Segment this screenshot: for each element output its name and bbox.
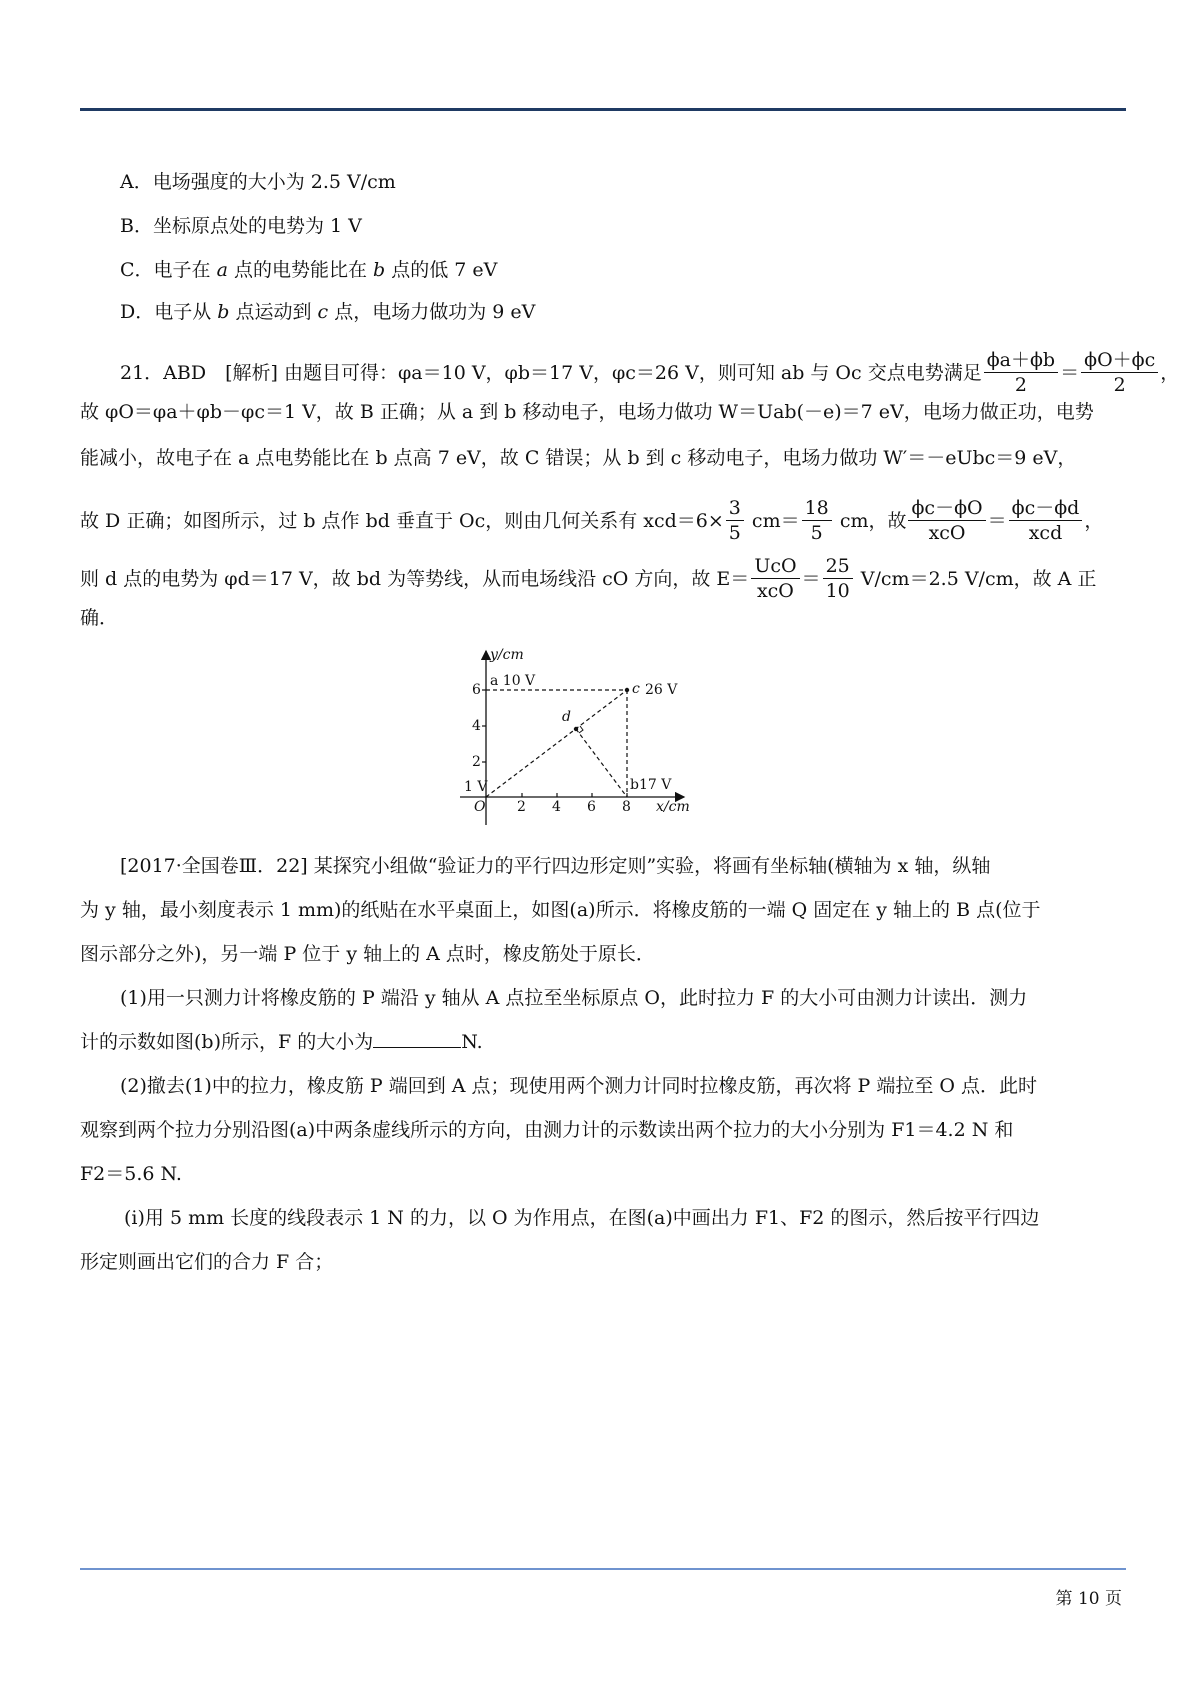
fraction: $\frac{\phi c-\phi O}{\text{xcO}}$	[908, 496, 985, 545]
y-tick-2: 2	[472, 754, 481, 770]
point-b-label: b17 V	[630, 777, 672, 793]
fraction: $\frac{\phi c-\phi d}{\text{xcd}}$	[1009, 496, 1083, 545]
fraction: $\frac{\text{UcO}}{\text{xcO}}$	[751, 554, 799, 603]
fraction: $\frac{\phi a+\phi b}{2}$	[984, 348, 1058, 397]
y-tick-4: 4	[472, 718, 481, 734]
fraction: $\frac{\phi O+\phi c}{2}$	[1081, 348, 1158, 397]
problem-line-1: [2017·全国卷Ⅲ．22] 某探究小组做“验证力的平行四边形定则”实验，将画有坐标轴(横轴为 x 轴，纵轴	[120, 855, 991, 877]
solution-line-4: 故 D 正确；如图所示，过 b 点作 bd 垂直于 Oc，则由几何关系有 xcd＝6× $\frac{3}{5}$ cm＝ $\frac{18}{5}$ cm，故 $\frac{\phi c-\phi O}{\text{xcO}}$ ＝ $\frac{\phi c-\phi d}{\text{xcd}}$ ，	[80, 497, 1104, 544]
problem-part2i-line-1: (ⅰ)用 5 mm 长度的线段表示 1 N 的力，以 O 为作用点，在图(a)中画出力 F1、F2 的图示，然后按平行四边	[124, 1207, 1040, 1229]
fraction: $\frac{3}{5}$	[726, 496, 744, 545]
figure	[452, 645, 712, 830]
solution-line-2: 故 φO＝φa＋φb－φc＝1 V，故 B 正确；从 a 到 b 移动电子，电场力做功 W＝Uab(－e)＝7 eV，电场力做正功，电势	[80, 401, 1094, 423]
solution-line-1: 21．ABD [解析] 由题目可得：φa＝10 V，φb＝17 V，φc＝26 V，则可知 ab 与 Oc 交点电势满足 $\frac{\phi a+\phi b}{2}$ ＝ $\frac{\phi O+\phi c}{2}$ ，	[120, 349, 1180, 396]
dashed-b-d	[576, 729, 627, 797]
point-d-label: d	[562, 709, 571, 725]
option-b: B．坐标原点处的电势为 1 V	[120, 215, 362, 237]
point-c-value: 26 V	[645, 682, 678, 698]
solution-line-3: 能减小，故电子在 a 点电势能比在 b 点高 7 eV，故 C 错误；从 b 到 c 移动电子，电场力做功 W′＝－eUbc＝9 eV，	[80, 447, 1077, 469]
problem-part1-line-1: (1)用一只测力计将橡皮筋的 P 端沿 y 轴从 A 点拉至坐标原点 O，此时拉力 F 的大小可由测力计读出．测力	[120, 987, 1028, 1009]
problem-line-2: 为 y 轴，最小刻度表示 1 mm)的纸贴在水平桌面上，如图(a)所示．将橡皮筋的一端 Q 固定在 y 轴上的 B 点(位于	[80, 899, 1041, 921]
problem-part2-line-1: (2)撤去(1)中的拉力，橡皮筋 P 端回到 A 点；现使用两个测力计同时拉橡皮筋，再次将 P 端拉至 O 点．此时	[120, 1075, 1038, 1097]
fraction: $\frac{25}{10}$	[823, 554, 853, 603]
point-a-label: a 10 V	[490, 673, 536, 689]
x-tick-6: 6	[587, 799, 596, 815]
problem-line-3: 图示部分之外)，另一端 P 位于 y 轴上的 A 点时，橡皮筋处于原长．	[80, 943, 655, 965]
option-c: C．电子在 a 点的电势能比在 b 点的低 7 eV	[120, 259, 498, 281]
option-a: A．电场强度的大小为 2.5 V/cm	[120, 171, 396, 193]
point-c-dot	[625, 688, 629, 692]
origin-label: O	[474, 799, 486, 815]
problem-part2-line-3: F2＝5.6 N.	[80, 1163, 182, 1185]
answer-blank	[373, 1029, 461, 1048]
page-number: 第 10 页	[1055, 1589, 1122, 1609]
x-tick-8: 8	[622, 799, 631, 815]
y-tick-6: 6	[472, 682, 481, 698]
footer-rule	[80, 1568, 1126, 1570]
point-c-label: c	[632, 681, 640, 697]
answer-head: 21．ABD [解析]	[120, 362, 278, 384]
origin-value: 1 V	[464, 779, 488, 795]
option-d: D．电子从 b 点运动到 c 点，电场力做功为 9 eV	[120, 301, 536, 323]
fraction: $\frac{18}{5}$	[802, 496, 832, 545]
x-tick-4: 4	[552, 799, 561, 815]
x-tick-2: 2	[517, 799, 526, 815]
dashed-o-c	[486, 690, 627, 797]
solution-line-6: 确．	[80, 607, 119, 629]
problem-part1-line-2: 计的示数如图(b)所示，F 的大小为 N.	[80, 1031, 483, 1053]
y-axis-label: y/cm	[490, 647, 524, 663]
solution-line-5: 则 d 点的电势为 φd＝17 V，故 bd 为等势线，从而电场线沿 cO 方向，故 E＝ $\frac{\text{UcO}}{\text{xcO}}$ ＝ $\frac{25}{10}$ V/cm＝2.5 V/cm，故 A 正	[80, 555, 1097, 602]
point-d-dot	[574, 727, 578, 731]
x-axis-label: x/cm	[656, 799, 690, 815]
problem-part2i-line-2: 形定则画出它们的合力 F 合；	[80, 1251, 334, 1273]
problem-part2-line-2: 观察到两个拉力分别沿图(a)中两条虚线所示的方向，由测力计的示数读出两个拉力的大小分别为 F1＝4.2 N 和	[80, 1119, 1014, 1141]
header-rule	[80, 108, 1126, 111]
